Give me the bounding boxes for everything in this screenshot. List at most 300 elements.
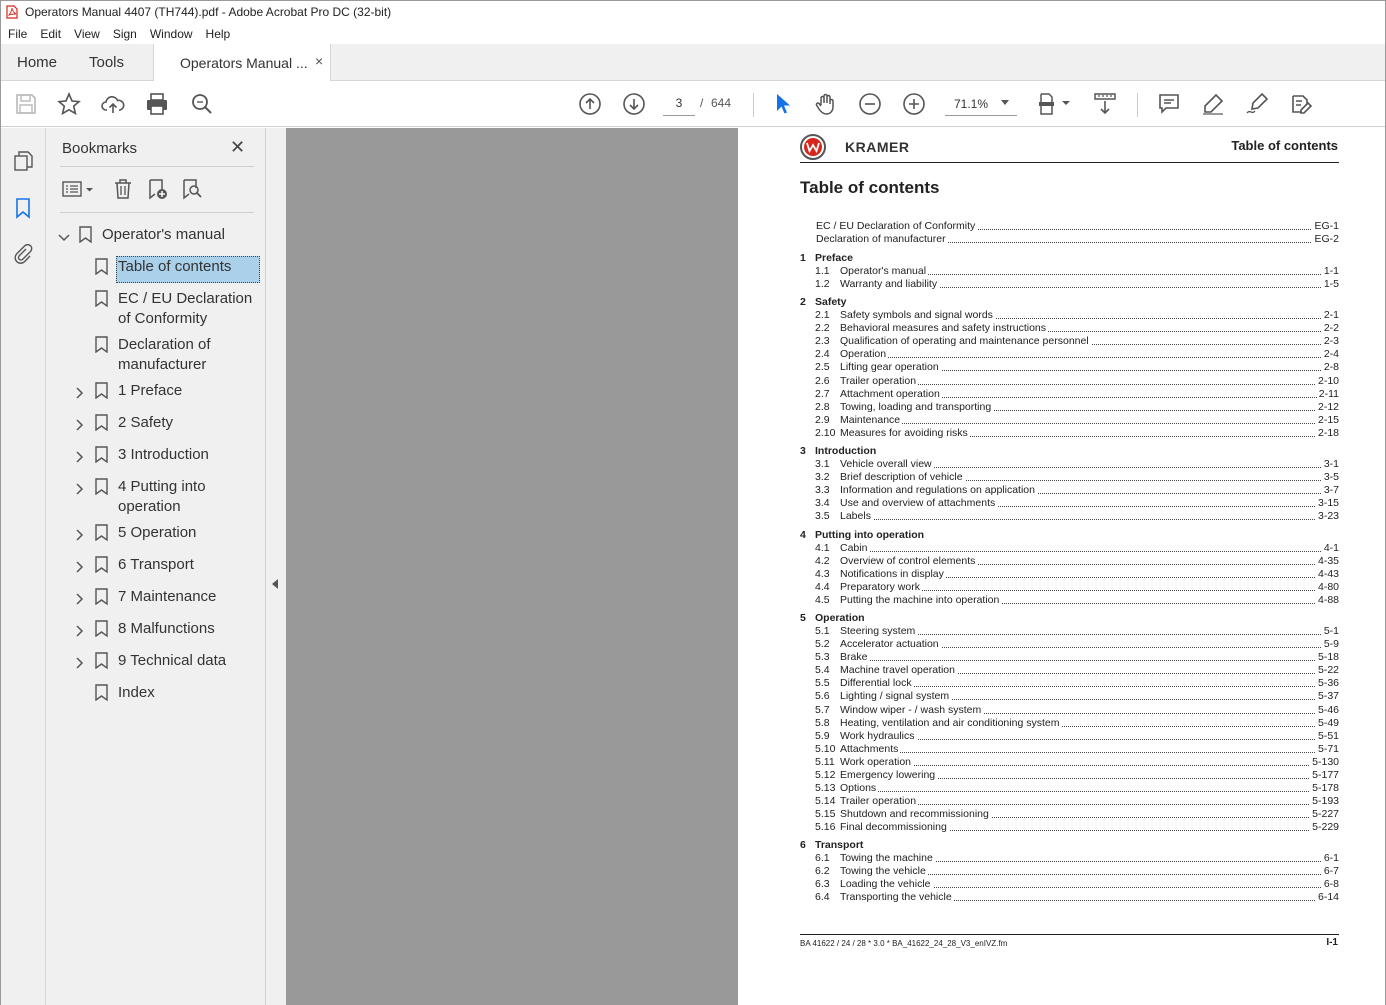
- kramer-logo-icon: [800, 134, 826, 160]
- footer-page-number: I-1: [1326, 937, 1338, 948]
- save-icon[interactable]: [14, 92, 38, 116]
- toc-entry[interactable]: [800, 233, 1339, 246]
- chevron-right-icon[interactable]: [75, 385, 85, 395]
- bookmark-star-icon[interactable]: [57, 92, 81, 116]
- toc-page-number: 2-11: [1318, 388, 1339, 400]
- toc-page-number: 6-1: [1323, 852, 1339, 864]
- toc-title: Work operation: [840, 756, 912, 768]
- bookmark-icon: [95, 258, 108, 275]
- toc-number: 5.9: [815, 730, 830, 742]
- toc-title: Putting the machine into operation: [840, 594, 1000, 606]
- attachments-icon[interactable]: [12, 243, 34, 265]
- toc-entry[interactable]: [800, 677, 1339, 690]
- bookmark-icon: [95, 446, 108, 463]
- toc-entry[interactable]: [800, 388, 1339, 401]
- toc-number: 5.5: [815, 677, 830, 689]
- toc-page-number: 2-1: [1323, 309, 1339, 321]
- toc-entry[interactable]: [800, 878, 1339, 891]
- chevron-right-icon[interactable]: [75, 449, 85, 459]
- toc-page-number: 5-1: [1323, 625, 1339, 637]
- toc-section: [800, 445, 1339, 458]
- toc-page-number: 2-2: [1323, 322, 1339, 334]
- toc-entry[interactable]: [800, 471, 1339, 484]
- bookmarks-panel-icon[interactable]: [12, 197, 34, 219]
- toc-page-number: 3-15: [1317, 497, 1339, 509]
- menu-file[interactable]: File: [8, 26, 28, 41]
- toc-entry[interactable]: [800, 795, 1339, 808]
- toc-entry[interactable]: [800, 782, 1339, 795]
- menu-sign[interactable]: Sign: [112, 26, 137, 41]
- toc-entry[interactable]: [800, 309, 1339, 322]
- toc-entry[interactable]: [800, 625, 1339, 638]
- toc-title: Heating, ventilation and air conditioning system: [840, 717, 1060, 729]
- toc-number: 4.5: [815, 594, 830, 606]
- menu-view[interactable]: View: [74, 26, 100, 41]
- tab-tools[interactable]: Tools: [89, 54, 125, 71]
- toc-page-number: 5-229: [1312, 821, 1339, 833]
- sign-pen-icon[interactable]: [1245, 92, 1269, 116]
- bookmark-icon: [95, 336, 108, 353]
- toc-title: Labels: [840, 510, 871, 522]
- toc-number: 4.2: [815, 555, 830, 567]
- toc-entry[interactable]: [800, 497, 1339, 510]
- tab-bar: [1, 44, 1385, 81]
- toc-entry[interactable]: [800, 891, 1339, 904]
- toc-page-number: 1-1: [1323, 265, 1339, 277]
- toc-title: Maintenance: [840, 414, 901, 426]
- zoom-out-icon[interactable]: [858, 92, 882, 116]
- toc-number: 5.10: [815, 743, 836, 755]
- tab-document[interactable]: [153, 44, 331, 82]
- toc-leader-dots: [840, 791, 1339, 792]
- toc-title: Differential lock: [840, 677, 912, 689]
- toc-number: 3.2: [815, 471, 830, 483]
- bookmark-item[interactable]: [75, 335, 260, 375]
- toc-number: 2.4: [815, 348, 830, 360]
- bookmark-label: [118, 335, 211, 375]
- toc-title: Safety symbols and signal words: [840, 309, 993, 321]
- divider: [60, 166, 254, 167]
- toc-entry[interactable]: [800, 821, 1339, 834]
- upload-cloud-icon[interactable]: [101, 92, 125, 116]
- toc-number: 3.3: [815, 484, 830, 496]
- brand-name: KRAMER: [845, 139, 910, 155]
- bookmark-label: Operator's manual: [102, 226, 225, 243]
- next-page-icon[interactable]: [622, 92, 646, 116]
- bookmark-label-line: operation: [118, 498, 181, 515]
- toc-page-number: 5-71: [1317, 743, 1339, 755]
- toc-entry[interactable]: [800, 322, 1339, 335]
- chevron-right-icon[interactable]: [75, 655, 85, 665]
- toc-number: 3.1: [815, 458, 830, 470]
- toc-title: Attachment operation: [840, 388, 940, 400]
- panel-splitter[interactable]: [266, 128, 286, 1005]
- toc-page-number: 2-4: [1323, 348, 1339, 360]
- toc-entry[interactable]: [800, 594, 1339, 607]
- toc-number: 5.1: [815, 625, 830, 637]
- toc-leader-dots: [840, 423, 1339, 424]
- chevron-right-icon[interactable]: [75, 623, 85, 633]
- toc-entry[interactable]: [800, 401, 1339, 414]
- bookmark-label: 2 Safety: [118, 414, 174, 431]
- toc-page-number: 4-1: [1323, 542, 1339, 554]
- page-display-icon[interactable]: [1037, 92, 1073, 116]
- toc-entry[interactable]: [800, 690, 1339, 703]
- toc-page-number: 2-10: [1317, 375, 1339, 387]
- collapse-panel-icon[interactable]: [272, 579, 278, 589]
- bookmark-label-line: Declaration of: [118, 336, 211, 353]
- toc-title: Trailer operation: [840, 795, 917, 807]
- toc-page-number: 5-227: [1312, 808, 1339, 820]
- toc-entry[interactable]: [800, 348, 1339, 361]
- toc-section: [800, 612, 1339, 625]
- toc-entry[interactable]: [800, 852, 1339, 865]
- toc-title: Steering system: [840, 625, 916, 637]
- bookmark-label: Table of contents: [118, 258, 232, 275]
- toc-title: Use and overview of attachments: [840, 497, 996, 509]
- previous-page-icon[interactable]: [578, 92, 602, 116]
- toc-page-number: 2-18: [1317, 427, 1339, 439]
- chevron-down-icon[interactable]: [58, 229, 68, 239]
- toc-page-number: 5-18: [1317, 651, 1339, 663]
- toc-title: Overview of control elements: [840, 555, 976, 567]
- toc-entry[interactable]: [800, 361, 1339, 374]
- bookmark-label: 3 Introduction: [118, 446, 209, 463]
- toc-page-number: 2-3: [1323, 335, 1339, 347]
- bookmark-label: 6 Transport: [118, 556, 194, 573]
- toc-leader-dots: [840, 752, 1339, 753]
- bookmark-label: 1 Preface: [118, 382, 183, 399]
- toc-entry[interactable]: [800, 769, 1339, 782]
- toc-number: 4: [800, 529, 806, 541]
- options-menu-icon[interactable]: [62, 178, 96, 200]
- toc-page-number: 2-15: [1317, 414, 1339, 426]
- bookmark-item[interactable]: [75, 683, 260, 703]
- page-total: 644: [711, 96, 732, 110]
- toc-number: 2.5: [815, 361, 830, 373]
- bookmark-item[interactable]: [75, 587, 260, 607]
- toc-entry[interactable]: [800, 865, 1339, 878]
- toc-page-number: 5-36: [1317, 677, 1339, 689]
- delete-bookmark-icon[interactable]: [112, 178, 134, 200]
- toc-title: Accelerator actuation: [840, 638, 939, 650]
- bookmark-item[interactable]: [75, 523, 260, 543]
- toc-number: 5: [800, 612, 806, 624]
- chevron-right-icon[interactable]: [75, 481, 85, 491]
- toc-section: [800, 252, 1339, 265]
- toc-number: 2.8: [815, 401, 830, 413]
- bookmark-icon: [95, 414, 108, 431]
- chevron-right-icon[interactable]: [75, 591, 85, 601]
- toc-title: Putting into operation: [815, 529, 925, 541]
- menu-help[interactable]: Help: [205, 26, 231, 41]
- bookmark-item[interactable]: [75, 257, 260, 277]
- bookmark-label: 5 Operation: [118, 524, 197, 541]
- toc-page-number: 5-51: [1317, 730, 1339, 742]
- toc-entry[interactable]: [800, 730, 1339, 743]
- toolbar-divider: [1137, 93, 1138, 117]
- toc-number: 6.3: [815, 878, 830, 890]
- toc-title: EC / EU Declaration of Conformity: [816, 220, 976, 232]
- bookmark-label-line: manufacturer: [118, 356, 207, 373]
- menu-bar: [1, 23, 1385, 44]
- pdf-page: [738, 128, 1385, 1005]
- toc-title: Attachments: [840, 743, 899, 755]
- header-rule: [800, 162, 1339, 163]
- zoom-level-value: 71.1%: [954, 97, 989, 111]
- toc-page-number: 4-43: [1317, 568, 1339, 580]
- bookmark-label: Index: [118, 684, 155, 701]
- toc-title: Final decommissioning: [840, 821, 947, 833]
- toc-page-number: 5-177: [1312, 769, 1339, 781]
- toc-page-number: 3-23: [1317, 510, 1339, 522]
- window-title: Operators Manual 4407 (TH744).pdf - Adobe Acrobat Pro DC (32-bit): [25, 5, 392, 19]
- zoom-level-select[interactable]: [945, 92, 1017, 116]
- new-bookmark-icon[interactable]: [146, 178, 168, 200]
- toc-entry[interactable]: [800, 743, 1339, 756]
- bookmark-icon: [95, 652, 108, 669]
- toc-title: Operation: [815, 612, 865, 624]
- bookmark-icon: [95, 382, 108, 399]
- hand-tool-icon[interactable]: [814, 92, 838, 116]
- toc-title: Notifications in display: [840, 568, 944, 580]
- toc-number: 3.5: [815, 510, 830, 522]
- toc-page-number: 6-14: [1317, 891, 1339, 903]
- toc-number: 5.15: [815, 808, 836, 820]
- title-bar: [1, 1, 1385, 23]
- tab-home[interactable]: Home: [17, 54, 58, 71]
- toc-number: 6.1: [815, 852, 830, 864]
- toc-entry[interactable]: [800, 581, 1339, 594]
- bookmark-item[interactable]: [75, 381, 260, 401]
- menu-window[interactable]: Window: [149, 26, 193, 41]
- toc-page-number: 5-22: [1317, 664, 1339, 676]
- toc-page-number: 6-7: [1323, 865, 1339, 877]
- toc-title: Measures for avoiding risks: [840, 427, 968, 439]
- bookmark-icon: [95, 588, 108, 605]
- toc-entry[interactable]: [800, 427, 1339, 440]
- bookmark-label-line: 4 Putting into: [118, 478, 206, 495]
- bookmark-label: [118, 477, 206, 517]
- menu-edit[interactable]: Edit: [40, 26, 62, 41]
- bookmark-icon: [79, 226, 92, 243]
- toc-title: Emergency lowering: [840, 769, 936, 781]
- toc-title: Declaration of manufacturer: [816, 233, 946, 245]
- toc-title: Towing, loading and transporting: [840, 401, 992, 413]
- toc-page-number: 1-5: [1323, 278, 1339, 290]
- chevron-right-icon[interactable]: [75, 559, 85, 569]
- toc-number: 5.11: [815, 756, 835, 768]
- toc-entry[interactable]: [800, 568, 1339, 581]
- close-icon[interactable]: ✕: [230, 137, 246, 157]
- toc-number: 6: [800, 839, 806, 851]
- toc-title: Qualification of operating and maintenance personnel: [840, 335, 1089, 347]
- toc-number: 2.6: [815, 375, 830, 387]
- zoom-in-icon[interactable]: [902, 92, 926, 116]
- toc-leader-dots: [840, 551, 1339, 552]
- toc-title: Towing the vehicle: [840, 865, 926, 877]
- toc-entry[interactable]: [800, 335, 1339, 348]
- toc-number: 5.2: [815, 638, 830, 650]
- bookmark-item[interactable]: [58, 225, 258, 245]
- chevron-right-icon[interactable]: [75, 527, 85, 537]
- footer-rule: [800, 934, 1339, 935]
- toc-entry[interactable]: [800, 704, 1339, 717]
- toc-leader-dots: [840, 686, 1339, 687]
- toc-page-number: 5-130: [1312, 756, 1339, 768]
- toc-number: 4.3: [815, 568, 830, 580]
- toc-title: Machine travel operation: [840, 664, 955, 676]
- toc-title: Loading the vehicle: [840, 878, 931, 890]
- toc-number: 5.8: [815, 717, 830, 729]
- toc-number: 5.13: [815, 782, 836, 794]
- scroll-mode-icon[interactable]: [1093, 92, 1117, 116]
- bookmark-icon: [95, 684, 108, 701]
- toc-page-number: 6-8: [1323, 878, 1339, 890]
- bookmark-label: 9 Technical data: [118, 652, 227, 669]
- divider: [60, 212, 254, 213]
- toc-section: [800, 529, 1339, 542]
- bookmark-icon: [95, 620, 108, 637]
- bookmark-label-line: of Conformity: [118, 310, 208, 327]
- toc-entry[interactable]: [800, 638, 1339, 651]
- bookmarks-toolbar: [60, 176, 254, 204]
- toc-entry[interactable]: [800, 414, 1339, 427]
- tab-close-icon[interactable]: ×: [315, 53, 324, 69]
- toc-leader-dots: [840, 660, 1339, 661]
- toc-number: 1: [800, 252, 806, 264]
- page-thumbnails-icon[interactable]: [12, 150, 34, 172]
- toc-entry[interactable]: [800, 220, 1339, 233]
- toc-title: Shutdown and recommissioning: [840, 808, 989, 820]
- toc-number: 6.2: [815, 865, 830, 877]
- acrobat-app-icon: [6, 5, 18, 19]
- toc-number: 4.1: [815, 542, 830, 554]
- toc-number: 2: [800, 296, 806, 308]
- toc-number: 5.14: [815, 795, 836, 807]
- toc-section: [800, 296, 1339, 309]
- select-cursor-icon[interactable]: [771, 92, 795, 116]
- bookmark-item[interactable]: [75, 619, 260, 639]
- toc-entry[interactable]: [800, 756, 1339, 769]
- toc-entry[interactable]: [800, 510, 1339, 523]
- toc-entry[interactable]: [800, 375, 1339, 388]
- toc-entry[interactable]: [800, 664, 1339, 677]
- toc-number: 6.4: [815, 891, 830, 903]
- toc-number: 3.4: [815, 497, 830, 509]
- toc-leader-dots: [840, 765, 1339, 766]
- toc-leader-dots: [840, 357, 1339, 358]
- find-bookmark-icon[interactable]: [180, 178, 202, 200]
- bookmark-item[interactable]: [75, 445, 260, 465]
- toc-title: Operator's manual: [840, 265, 927, 277]
- toc-number: 5.12: [815, 769, 836, 781]
- toc-entry[interactable]: [800, 555, 1339, 568]
- footer-document-id: BA 41622 / 24 / 28 * 3.0 * BA_41622_24_28_V3_enIVZ.fm: [800, 939, 1008, 948]
- toc-page-number: 4-80: [1317, 581, 1339, 593]
- toc-entry[interactable]: [800, 278, 1339, 291]
- toc-number: 5.3: [815, 651, 830, 663]
- toc-title: Transport: [815, 839, 864, 851]
- chevron-right-icon[interactable]: [75, 417, 85, 427]
- toc-page-number: 4-35: [1317, 555, 1339, 567]
- toc-title: Warranty and liability: [840, 278, 938, 290]
- comment-icon[interactable]: [1157, 92, 1181, 116]
- toc-number: 2.10: [815, 427, 836, 439]
- toc-title: Trailer operation: [840, 375, 917, 387]
- toc-title: Behavioral measures and safety instructions: [840, 322, 1047, 334]
- toc-page-number: 2-8: [1323, 361, 1339, 373]
- toc-page-number: EG-1: [1314, 220, 1339, 232]
- search-icon[interactable]: [190, 92, 214, 116]
- toc-title: Safety: [815, 296, 847, 308]
- toc-section: [800, 839, 1339, 852]
- toc-page-number: 5-46: [1317, 704, 1339, 716]
- bookmark-item[interactable]: [75, 413, 260, 433]
- toc-number: 2.7: [815, 388, 830, 400]
- page-number-input[interactable]: 3: [663, 92, 695, 116]
- toolbar-divider: [753, 93, 754, 117]
- toc-entry[interactable]: [800, 265, 1339, 278]
- toc-title: Transporting the vehicle: [840, 891, 952, 903]
- fill-sign-icon[interactable]: [1289, 92, 1313, 116]
- toc-number: 5.4: [815, 664, 830, 676]
- toc-number: 4.4: [815, 581, 830, 593]
- toc-page-number: 2-12: [1317, 401, 1339, 413]
- toc-page-number: 5-193: [1312, 795, 1339, 807]
- toc-title: Operation: [840, 348, 887, 360]
- print-icon[interactable]: [145, 92, 169, 116]
- toc-entry[interactable]: [800, 542, 1339, 555]
- toc-number: 2.1: [815, 309, 830, 321]
- bookmark-item[interactable]: [75, 651, 260, 671]
- toc-title: Options: [840, 782, 877, 794]
- bookmark-icon: [95, 524, 108, 541]
- highlight-pen-icon[interactable]: [1201, 92, 1225, 116]
- toc-number: 2.9: [815, 414, 830, 426]
- toc-entry[interactable]: [800, 651, 1339, 664]
- toc-page-number: 3-5: [1323, 471, 1339, 483]
- toc-title: Work hydraulics: [840, 730, 915, 742]
- page-header-title: Table of contents: [1231, 138, 1338, 153]
- bookmark-item[interactable]: [75, 289, 260, 329]
- toc-page-number: 3-1: [1323, 458, 1339, 470]
- toc-page-number: 3-7: [1323, 484, 1339, 496]
- toc-title: Preface: [815, 252, 853, 264]
- bookmark-icon: [95, 290, 108, 307]
- toc-page-number: 5-37: [1317, 690, 1339, 702]
- bookmark-item[interactable]: [75, 555, 260, 575]
- bookmark-item[interactable]: [75, 477, 260, 517]
- toc-number: 1.1: [815, 265, 830, 277]
- toc-title: Towing the machine: [840, 852, 933, 864]
- bookmark-label-line: EC / EU Declaration: [118, 290, 253, 307]
- bookmark-label: 8 Malfunctions: [118, 620, 215, 637]
- bookmark-icon: [95, 478, 108, 495]
- toc-page-number: 5-49: [1317, 717, 1339, 729]
- toc-number: 1.2: [815, 278, 830, 290]
- document-background: [286, 128, 738, 1005]
- bookmark-icon: [95, 556, 108, 573]
- toc-entry[interactable]: [800, 717, 1339, 730]
- toc-heading: Table of contents: [800, 178, 940, 197]
- tab-document-label: Operators Manual ...: [180, 55, 308, 71]
- toc-entry[interactable]: [800, 458, 1339, 471]
- toc-entry[interactable]: [800, 808, 1339, 821]
- toc-number: 3: [800, 445, 806, 457]
- toc-title: Vehicle overall view: [840, 458, 932, 470]
- toc-entry[interactable]: [800, 484, 1339, 497]
